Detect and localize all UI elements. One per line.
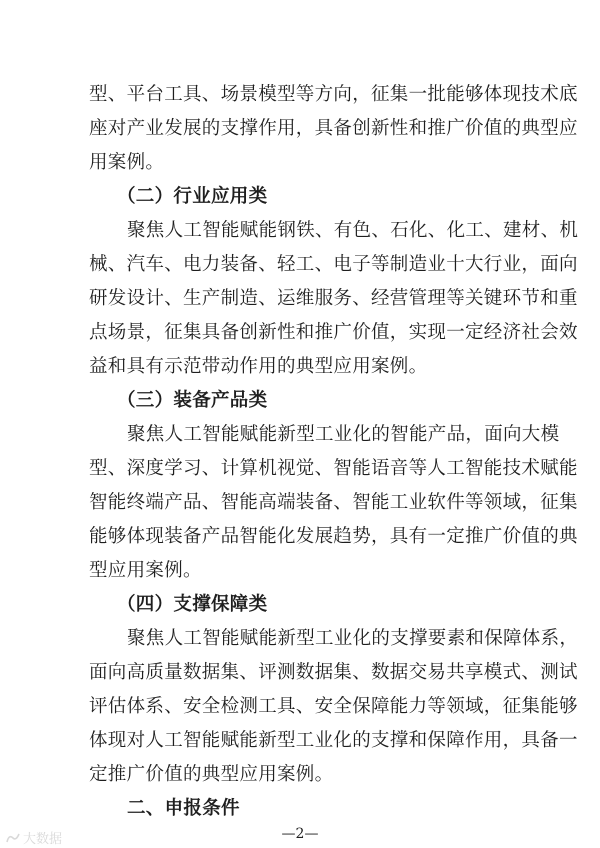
body-text-line: 座对产业发展的支撑作用，具备创新性和推广价值的典型应 [89,118,578,139]
body-text-line: 评估体系、安全检测工具、安全保障能力等领域，征集能够 [89,696,578,717]
body-text-line: 体现对人工智能赋能新型工业化的支撑和保障作用，具备一 [89,730,578,751]
body-text-line: 聚焦人工智能赋能钢铁、有色、石化、化工、建材、机 [127,220,579,241]
subsection-heading: （二）行业应用类 [117,186,268,207]
body-text-line: 定推广价值的典型应用案例。 [89,764,334,785]
body-text-line: 聚焦人工智能赋能新型工业化的智能产品，面向大模 [127,424,560,445]
body-text-line: 点场景，征集具备创新性和推广价值，实现一定经济社会效 [89,322,578,343]
logo-icon [6,832,20,844]
page-number: —2— [281,826,319,842]
body-text-line: 聚焦人工智能赋能新型工业化的支撑要素和保障体系， [127,628,579,649]
subsection-heading: （四）支撑保障类 [117,594,268,615]
body-text-line: 型应用案例。 [89,560,202,581]
watermark-text: 大数据 [23,832,63,847]
body-text-line: 智能终端产品、智能高端装备、智能工业软件等领域，征集 [89,492,578,513]
body-text-line: 研发设计、生产制造、运维服务、经营管理等关键环节和重 [89,288,578,309]
body-text-line: 能够体现装备产品智能化发展趋势，具有一定推广价值的典 [89,526,578,547]
body-text-line: 用案例。 [89,152,165,173]
body-text-line: 械、汽车、电力装备、轻工、电子等制造业十大行业，面向 [89,254,578,275]
subsection-heading: （三）装备产品类 [117,390,268,411]
body-text-line: 益和具有示范带动作用的典型应用案例。 [89,356,428,377]
body-text-line: 型、深度学习、计算机视觉、智能语音等人工智能技术赋能 [89,458,578,479]
section-heading: 二、申报条件 [127,798,240,819]
watermark [6,828,62,847]
body-text-line: 面向高质量数据集、评测数据集、数据交易共享模式、测试 [89,662,578,683]
body-text-line: 型、平台工具、场景模型等方向，征集一批能够体现技术底 [89,84,578,105]
